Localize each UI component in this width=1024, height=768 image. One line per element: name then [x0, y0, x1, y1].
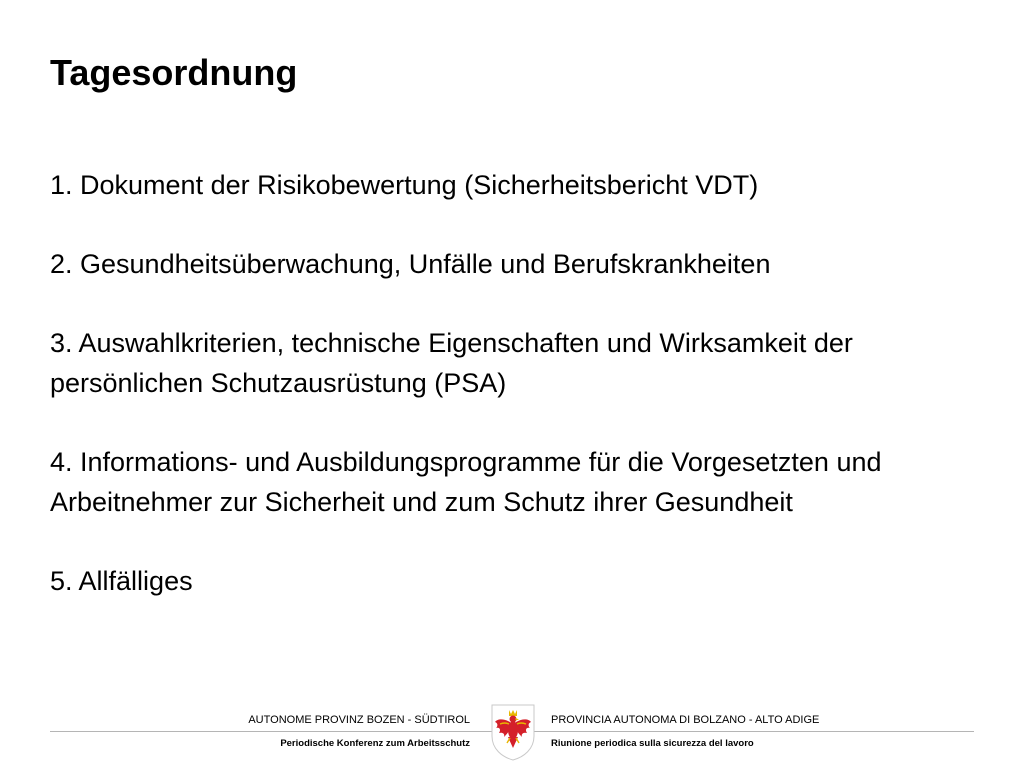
agenda-item-2: 2. Gesundheitsüberwachung, Unfälle und Berufskrankheiten: [50, 249, 771, 279]
agenda-list: [50, 165, 990, 601]
agenda-item-4: 4. Informations- und Ausbildungsprogramme für die Vorgesetzten und Arbeitnehmer zur Sicherheit und zum Schutz ihrer Gesundheit: [50, 447, 882, 517]
footer-org-italian: PROVINCIA AUTONOMA DI BOLZANO - ALTO ADIGE: [551, 714, 820, 726]
footer-event-italian: Riunione periodica sulla sicurezza del lavoro: [551, 738, 754, 749]
tyrolean-eagle-coat-of-arms-icon: [488, 702, 538, 762]
agenda-item-3: 3. Auswahlkriterien, technische Eigenschaften und Wirksamkeit der persönlichen Schutzausrüstung (PSA): [50, 328, 853, 398]
footer-org-german: AUTONOME PROVINZ BOZEN - SÜDTIROL: [248, 714, 470, 726]
footer-event-german: Periodische Konferenz zum Arbeitsschutz: [280, 738, 470, 749]
agenda-item-5: 5. Allfälliges: [50, 566, 193, 596]
slide-title: Tagesordnung: [50, 52, 298, 93]
agenda-item-1: 1. Dokument der Risikobewertung (Sicherheitsbericht VDT): [50, 170, 759, 200]
